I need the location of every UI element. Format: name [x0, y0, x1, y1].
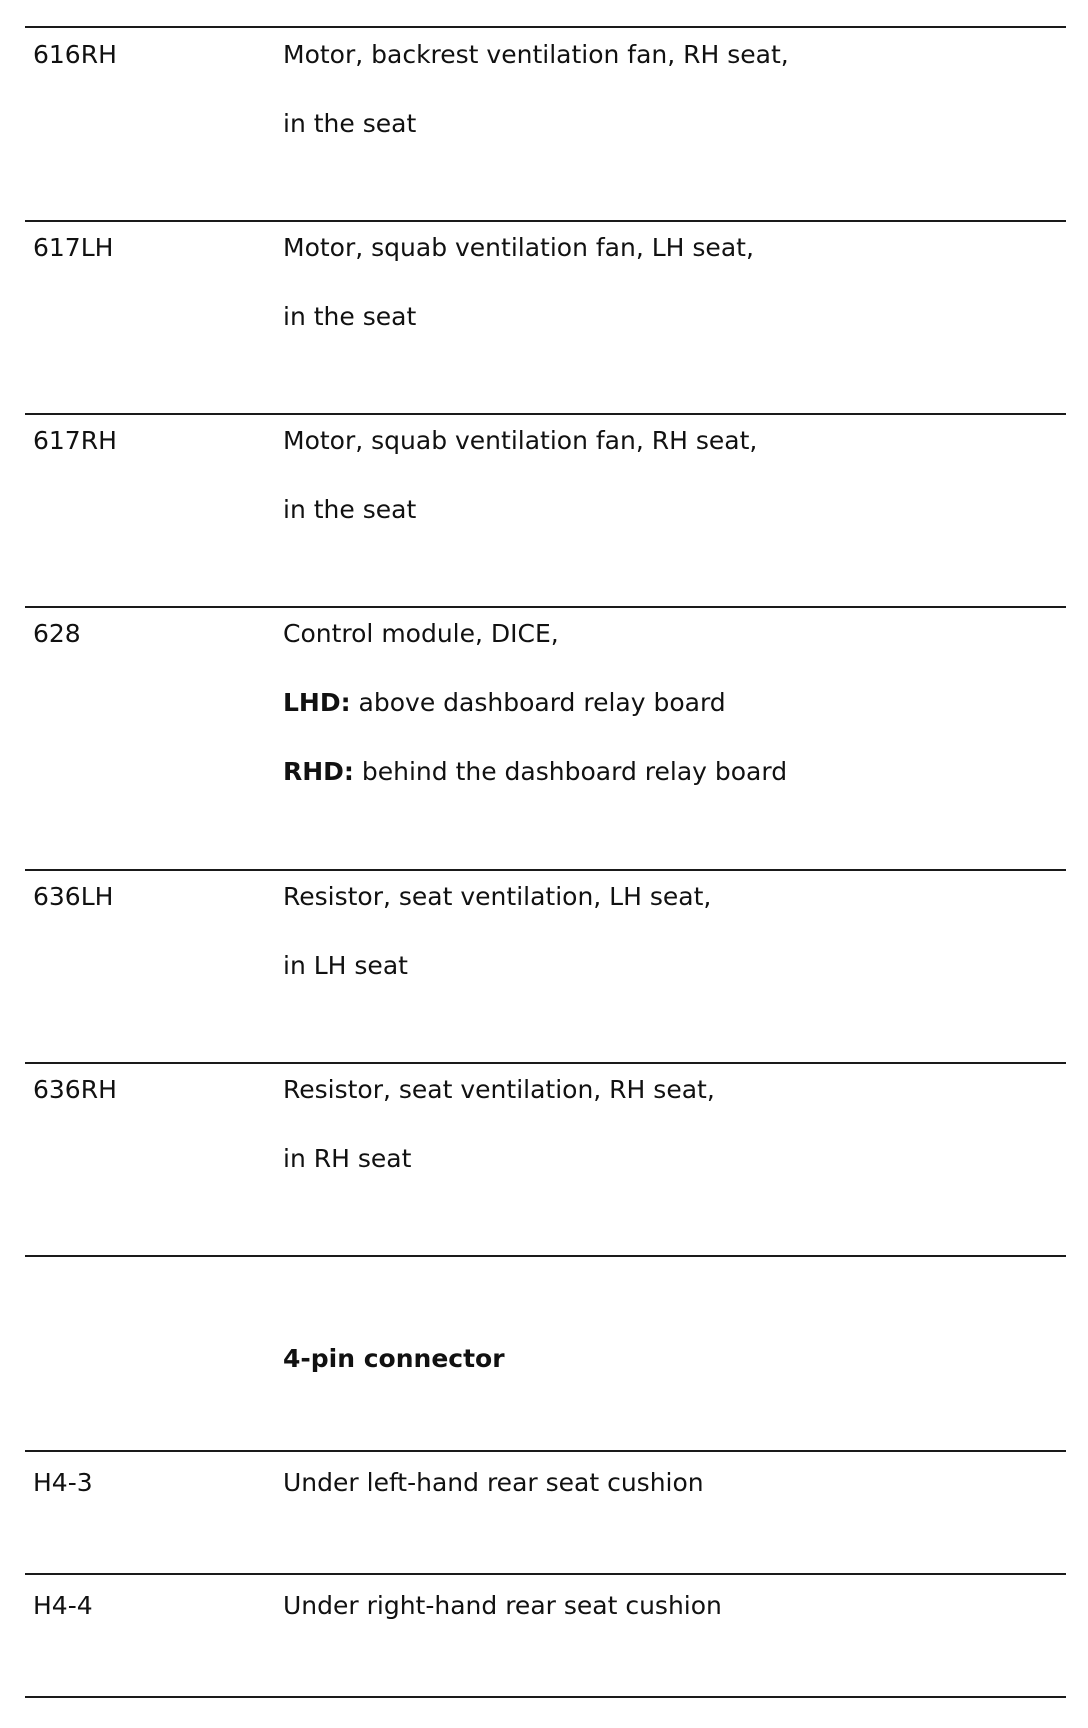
component-description: Resistor, seat ventilation, RH seat, [283, 1075, 715, 1104]
lhd-text: above dashboard relay board [350, 688, 726, 717]
table-rule [25, 220, 1066, 222]
table-rule [25, 606, 1066, 608]
section-heading: 4-pin connector [283, 1344, 505, 1373]
rhd-location [283, 757, 787, 787]
component-description: Motor, squab ventilation fan, LH seat, [283, 233, 754, 262]
component-description: Resistor, seat ventilation, LH seat, [283, 882, 712, 911]
component-code: 616RH [33, 40, 117, 69]
rhd-label: RHD: [283, 757, 354, 786]
component-location: in RH seat [283, 1144, 412, 1173]
component-description: Motor, squab ventilation fan, RH seat, [283, 426, 758, 455]
connector-code: H4-4 [33, 1591, 93, 1620]
table-rule [25, 1062, 1066, 1064]
component-description: Control module, DICE, [283, 619, 559, 648]
component-code: 617RH [33, 426, 117, 455]
connector-location: Under left-hand rear seat cushion [283, 1468, 704, 1497]
component-location: in the seat [283, 302, 417, 331]
table-rule [25, 413, 1066, 415]
component-code: 628 [33, 619, 81, 648]
lhd-label: LHD: [283, 688, 351, 717]
component-location: in the seat [283, 109, 417, 138]
component-code: 617LH [33, 233, 114, 262]
table-rule [25, 869, 1066, 871]
table-rule [25, 26, 1066, 28]
component-code: 636RH [33, 1075, 117, 1104]
connector-location: Under right-hand rear seat cushion [283, 1591, 722, 1620]
lhd-location [283, 688, 726, 718]
table-rule [25, 1255, 1066, 1257]
component-code: 636LH [33, 882, 114, 911]
component-description: Motor, backrest ventilation fan, RH seat, [283, 40, 789, 69]
rhd-text: behind the dashboard relay board [353, 757, 788, 786]
component-location: in LH seat [283, 951, 408, 980]
component-location: in the seat [283, 495, 417, 524]
connector-code: H4-3 [33, 1468, 93, 1497]
table-rule [25, 1450, 1066, 1452]
table-rule [25, 1573, 1066, 1575]
table-rule [25, 1696, 1066, 1698]
